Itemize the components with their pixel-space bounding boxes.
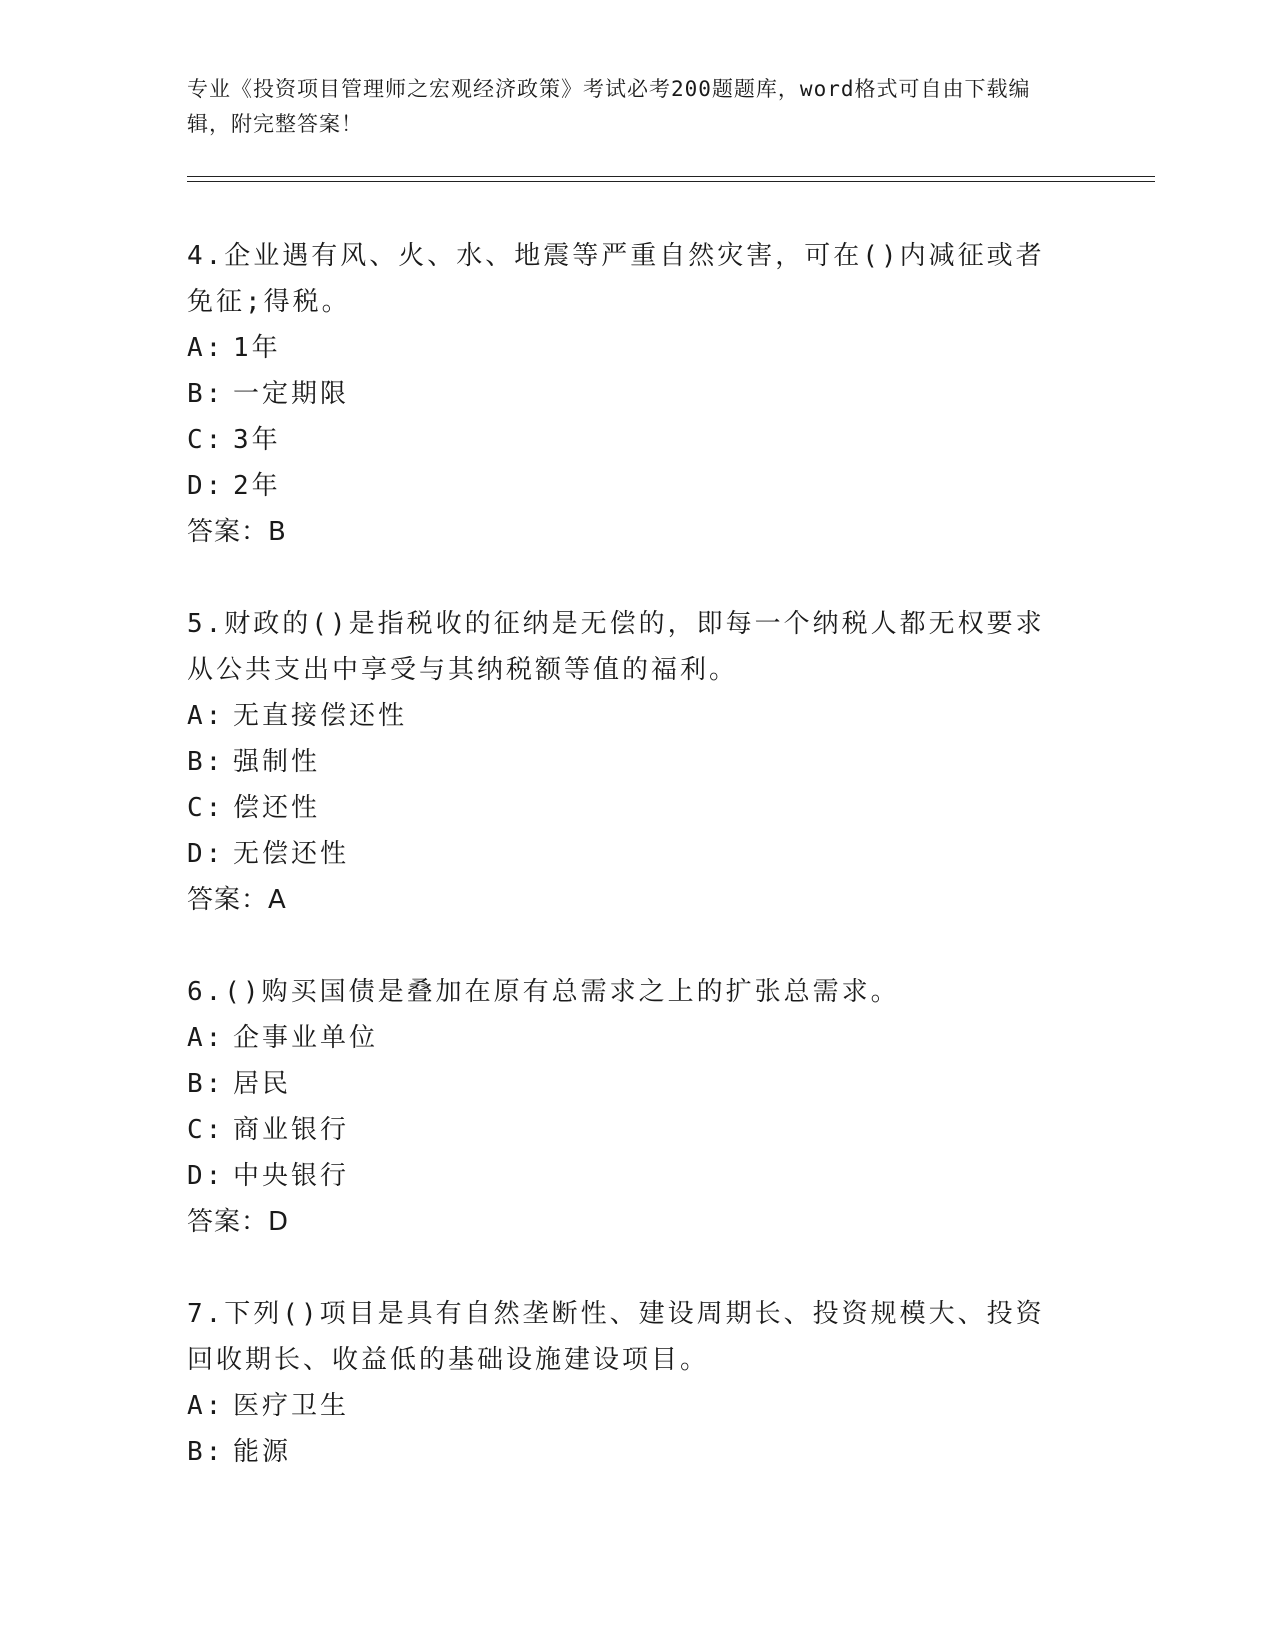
option-d	[187, 831, 1067, 877]
question-text: 4.企业遇有风、火、水、地震等严重自然灾害，可在()内减征或者免征;得税。	[187, 241, 1045, 317]
option-letter: D:	[187, 471, 225, 501]
option-text: 偿还性	[233, 793, 321, 823]
option-c	[187, 785, 1067, 831]
option-letter: A:	[187, 333, 225, 363]
option-text: 无直接偿还性	[233, 701, 408, 731]
question-list	[187, 233, 1067, 1521]
option-letter: A:	[187, 701, 225, 731]
option-letter: B:	[187, 379, 225, 409]
option-text: 1年	[233, 333, 281, 363]
option-text: 医疗卫生	[233, 1391, 350, 1421]
header-divider-top	[187, 176, 1155, 177]
header-text: 专业《投资项目管理师之宏观经济政策》考试必考200题题库，word格式可自由下载编辑，附完整答案！	[187, 77, 1031, 136]
option-letter: B:	[187, 747, 225, 777]
question-5	[187, 601, 1067, 923]
option-text: 中央银行	[233, 1161, 350, 1191]
answer: 答案：B	[187, 517, 287, 547]
option-text: 能源	[233, 1437, 292, 1467]
answer: 答案：D	[187, 1207, 290, 1237]
option-letter: B:	[187, 1437, 225, 1467]
document-header	[187, 72, 1067, 142]
option-a	[187, 1015, 1067, 1061]
option-text: 3年	[233, 425, 281, 455]
option-letter: C:	[187, 425, 225, 455]
option-text: 商业银行	[233, 1115, 350, 1145]
option-c	[187, 1107, 1067, 1153]
option-text: 居民	[233, 1069, 292, 1099]
option-letter: C:	[187, 1115, 225, 1145]
option-b	[187, 739, 1067, 785]
option-b	[187, 1061, 1067, 1107]
option-letter: D:	[187, 839, 225, 869]
option-a	[187, 693, 1067, 739]
option-text: 一定期限	[233, 379, 350, 409]
option-b	[187, 371, 1067, 417]
option-letter: B:	[187, 1069, 225, 1099]
option-c	[187, 417, 1067, 463]
option-letter: A:	[187, 1391, 225, 1421]
option-letter: A:	[187, 1023, 225, 1053]
option-letter: D:	[187, 1161, 225, 1191]
option-a	[187, 1383, 1067, 1429]
question-4	[187, 233, 1067, 555]
question-text: 6.()购买国债是叠加在原有总需求之上的扩张总需求。	[187, 977, 900, 1007]
option-text: 企事业单位	[233, 1023, 379, 1053]
question-text: 7.下列()项目是具有自然垄断性、建设周期长、投资规模大、投资回收期长、收益低的基础设施建设项目。	[187, 1299, 1045, 1375]
option-text: 强制性	[233, 747, 321, 777]
option-d	[187, 463, 1067, 509]
option-letter: C:	[187, 793, 225, 823]
option-b	[187, 1429, 1067, 1475]
option-a	[187, 325, 1067, 371]
option-text: 无偿还性	[233, 839, 350, 869]
option-text: 2年	[233, 471, 281, 501]
question-6	[187, 969, 1067, 1245]
option-d	[187, 1153, 1067, 1199]
question-7	[187, 1291, 1067, 1475]
header-divider-bottom	[187, 181, 1155, 182]
question-text: 5.财政的()是指税收的征纳是无偿的，即每一个纳税人都无权要求从公共支出中享受与其纳税额等值的福利。	[187, 609, 1045, 685]
answer: 答案：A	[187, 885, 287, 915]
